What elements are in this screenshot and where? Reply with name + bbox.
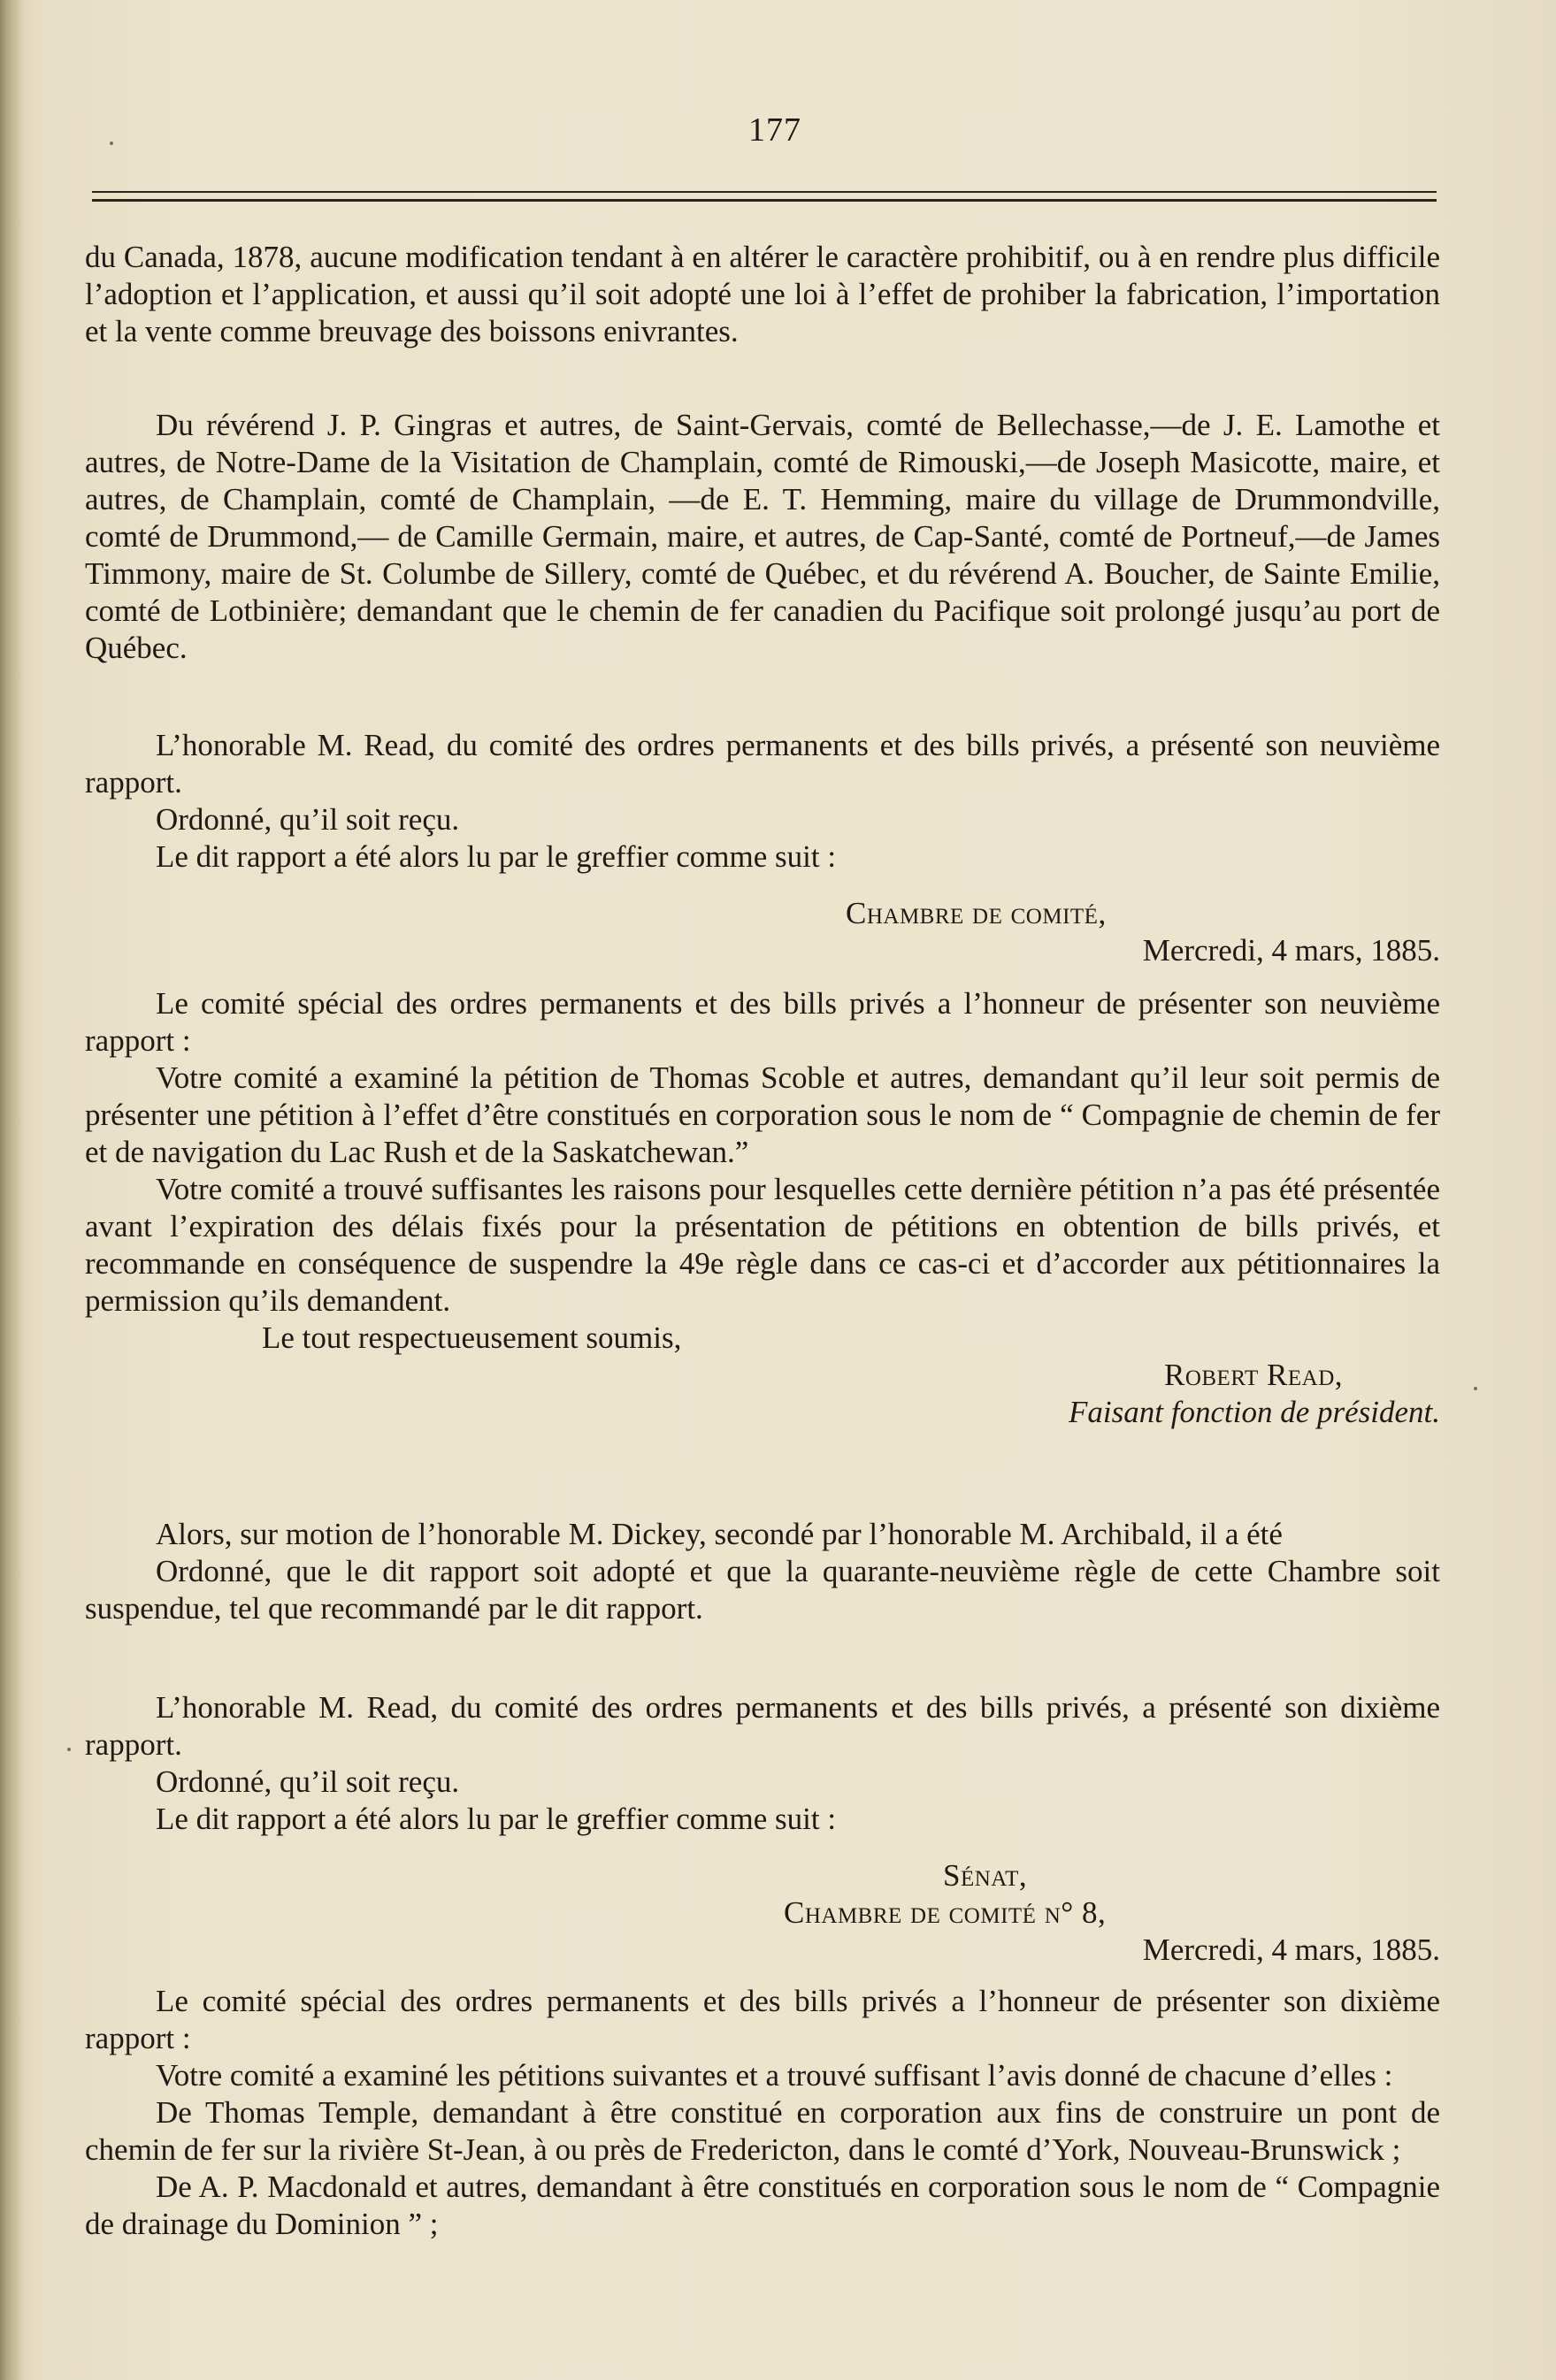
- print-speck: [110, 142, 113, 145]
- paragraph: Le tout respectueusement soumis,: [262, 1320, 682, 1355]
- heading-date: Mercredi, 4 mars, 1885.: [1142, 1932, 1440, 1967]
- paragraph: Le comité spécial des ordres permanents et des bills privés a l’honneur de présenter son neuvième rapport :: [85, 986, 1440, 1058]
- tenth-report-body: [85, 1983, 1440, 2243]
- paragraph: Le dit rapport a été alors lu par le greffier comme suit :: [156, 1802, 837, 1836]
- paragraph: du Canada, 1878, aucune modification tendant à en altérer le caractère prohibitif, ou à en rendre plus difficile l’adoption et l’application, et aussi qu’il soit adopté une loi à l’effet de prohiber la fabrication, l’importation et la vente comme breuvage des boissons enivrantes.: [85, 240, 1440, 348]
- print-speck: [67, 1748, 71, 1751]
- paragraph: L’honorable M. Read, du comité des ordres permanents et des bills privés, a présenté son dixième rapport.: [85, 1690, 1440, 1762]
- petition-continuation: [85, 239, 1440, 350]
- signature-title: Faisant fonction de président.: [1069, 1395, 1440, 1429]
- committee-heading-2: [85, 1857, 1440, 1969]
- signature-name: Robert Read,: [1163, 1358, 1343, 1392]
- paragraph: Alors, sur motion de l’honorable M. Dickey, secondé par l’honorable M. Archibald, il a été: [156, 1517, 1283, 1551]
- paragraph: Ordonné, que le dit rapport soit adopté et que la quarante-neuvième règle de cette Chambre soit suspendue, tel que recommandé par le dit rapport.: [85, 1554, 1440, 1626]
- petitions-list: [85, 407, 1440, 667]
- heading-date: Mercredi, 4 mars, 1885.: [1142, 933, 1440, 968]
- paragraph: Votre comité a examiné les pétitions suivantes et a trouvé suffisant l’avis donné de chacune d’elles :: [156, 2058, 1393, 2093]
- paragraph: De A. P. Macdonald et autres, demandant à être constitués en corporation sous le nom de “ Compagnie de drainage du Dominion ” ;: [85, 2170, 1440, 2241]
- ninth-report-intro: [85, 727, 1440, 876]
- heading-line: Chambre de comité n° 8,: [784, 1895, 1107, 1930]
- paragraph: Le comité spécial des ordres permanents et des bills privés a l’honneur de présenter son dixième rapport :: [85, 1984, 1440, 2055]
- header-rule: [92, 191, 1437, 202]
- paragraph: Votre comité a examiné la pétition de Thomas Scoble et autres, demandant qu’il leur soit permis de présenter une pétition à l’effet d’être constitués en corporation sous le nom de “ Compagnie de chemin de fer et de navigation du Lac Rush et de la Saskatchewan.”: [85, 1060, 1440, 1169]
- committee-heading-1: [85, 895, 1440, 969]
- paragraph: Votre comité a trouvé suffisantes les raisons pour lesquelles cette dernière pétition n’a pas été présentée avant l’expiration des délais fixés pour la présentation de pétitions en obtention de bills privés, et recommande en conséquence de suspendre la 49e règle dans ce cas-ci et d’accorder aux pétitionnaires la permission qu’ils demandent.: [85, 1172, 1440, 1318]
- print-speck: [1474, 1387, 1477, 1390]
- page-binding-edge: [0, 0, 23, 2380]
- heading-line: Chambre de comité,: [846, 896, 1107, 930]
- tenth-report-intro: [85, 1689, 1440, 1838]
- paragraph: L’honorable M. Read, du comité des ordres permanents et des bills privés, a présenté son neuvième rapport.: [85, 728, 1440, 800]
- ninth-report-motion: [85, 1516, 1440, 1627]
- page-number: 177: [748, 111, 801, 149]
- paragraph: Le dit rapport a été alors lu par le greffier comme suit :: [156, 839, 837, 874]
- paragraph: Du révérend J. P. Gingras et autres, de Saint-Gervais, comté de Bellechasse,—de J. E. Lamothe et autres, de Notre-Dame de la Visitation de Champlain, comté de Rimouski,—de Joseph Masicotte, maire, et autres, de Champlain, comté de Champlain, —de E. T. Hemming, maire du village de Drummondville, comté de Drummond,— de Camille Germain, maire, et autres, de Cap-Santé, comté de Portneuf,—de James Timmony, maire de St. Columbe de Sillery, comté de Québec, et du révérend A. Boucher, de Sainte Emilie, comté de Lotbinière; demandant que le chemin de fer canadien du Pacifique soit prolongé jusqu’au port de Québec.: [85, 408, 1440, 665]
- paragraph: Ordonné, qu’il soit reçu.: [156, 1764, 460, 1799]
- paragraph: Ordonné, qu’il soit reçu.: [156, 802, 460, 837]
- paragraph: De Thomas Temple, demandant à être constitué en corporation aux fins de construire un pont de chemin de fer sur la rivière St-Jean, à ou près de Fredericton, dans le comté d’York, Nouveau-Brunswick ;: [85, 2095, 1440, 2167]
- ninth-report-body: [85, 985, 1440, 1431]
- heading-senate: Sénat,: [943, 1858, 1028, 1893]
